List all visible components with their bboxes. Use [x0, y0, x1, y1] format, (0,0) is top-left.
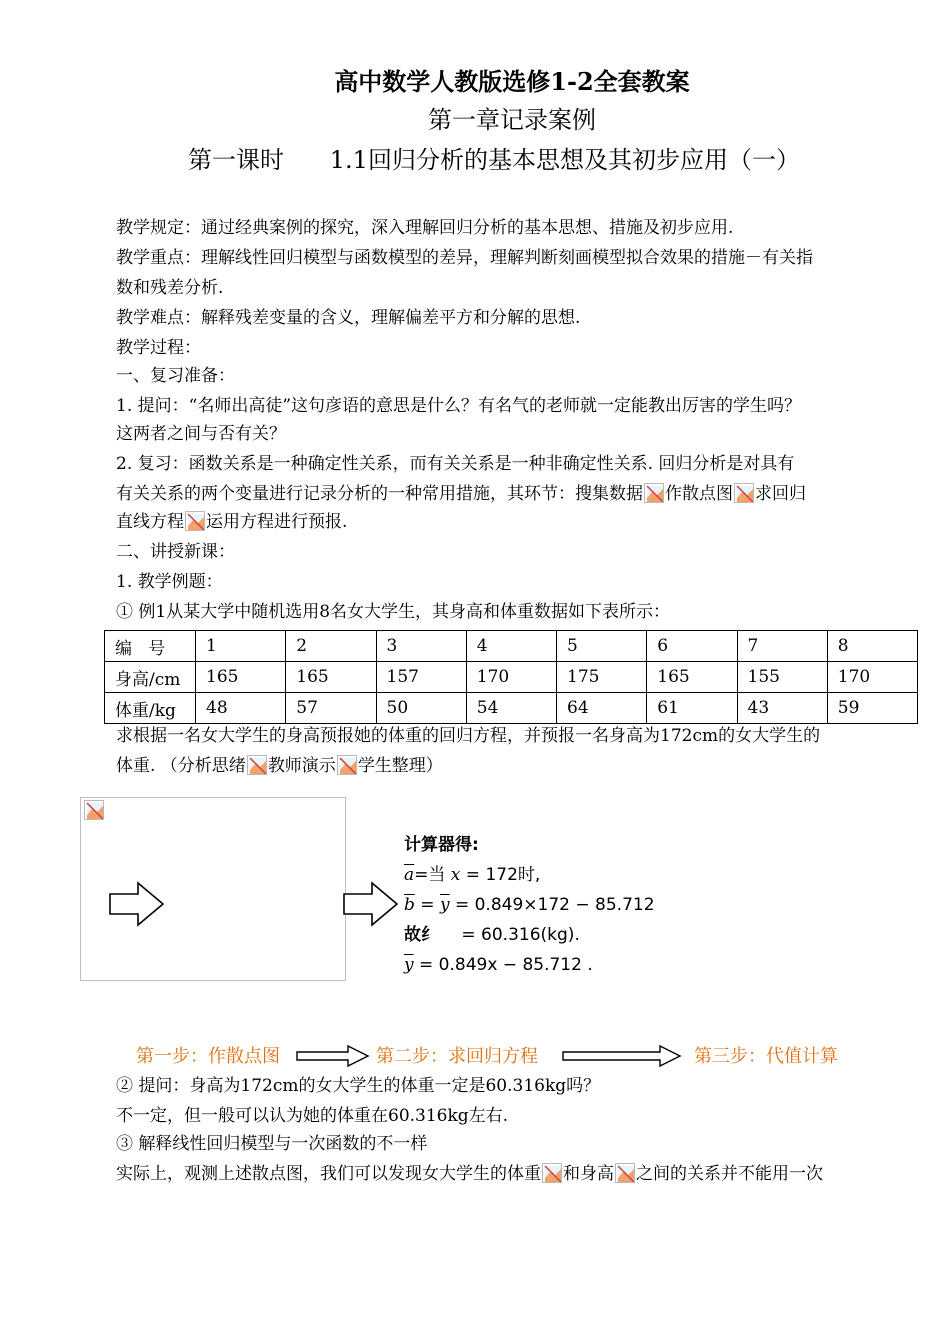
calc-text: = 0.849x − 85.712 . — [419, 955, 593, 975]
table-cell: 165 — [647, 662, 737, 693]
task-text-2: 教师演示 — [267, 756, 336, 776]
arrow-right-icon — [562, 1044, 682, 1068]
broken-image-icon — [734, 483, 754, 503]
review-text-5: 运用方程进行预报. — [206, 512, 348, 532]
table-cell: 54 — [466, 693, 556, 724]
review-text-1: 有关关系的两个变量进行记录分析的一种常用措施，其环节：搜集数据 — [116, 484, 643, 504]
calc-text: 故纟 — [404, 925, 438, 945]
paragraph-answer: 不一定，但一般可以认为她的体重在60.316kg左右. — [116, 1106, 509, 1126]
step-1: 第一步：作散点图 — [136, 1046, 280, 1067]
broken-image-icon — [185, 511, 205, 531]
document-title: 高中数学人教版选修1-2全套教案 — [334, 67, 690, 96]
table-cell: 5 — [557, 631, 647, 662]
paragraph-key-points-cont: 数和残差分析. — [116, 278, 224, 298]
paragraph-key-points: 教学重点：理解线性回归模型与函数模型的差异，理解判断刻画模型拟合效果的措施－有关指 — [116, 248, 813, 268]
table-cell: 43 — [737, 693, 827, 724]
review-text-4: 直线方程 — [116, 512, 184, 532]
table-cell: 57 — [286, 693, 376, 724]
calc-text: = — [420, 895, 435, 915]
calc-line-1 — [404, 860, 655, 890]
table-cell: 体重/kg — [105, 693, 196, 724]
broken-image-icon — [542, 1163, 562, 1183]
calc-b-hat: $\overline{b}$ — [404, 895, 415, 915]
table-cell: 170 — [827, 662, 917, 693]
observe-text-3: 之间的关系并不能用一次 — [636, 1164, 823, 1184]
paragraph-difficulties: 教学难点：解释残差变量的含义，理解偏差平方和分解的思想. — [116, 308, 581, 328]
paragraph-review-cont2 — [116, 510, 347, 534]
calc-line-3 — [404, 920, 655, 950]
paragraph-task: 求根据一名女大学生的身高预报她的体重的回归方程，并预报一名身高为172cm的女大学生的 — [116, 726, 821, 746]
paragraph-question: 1. 提问：“名师出高徒”这句彦语的意思是什么？有名气的老师就一定能教出厉害的学生吗？ — [116, 396, 802, 416]
observe-text-2: 和身高 — [563, 1164, 614, 1184]
calc-text: = 60.316(kg). — [461, 925, 580, 945]
table-cell: 6 — [647, 631, 737, 662]
calc-text: = 172时, — [465, 865, 541, 885]
table-cell: 61 — [647, 693, 737, 724]
paragraph-question-2: ② 提问：身高为172cm的女大学生的体重一定是60.316kg吗？ — [116, 1076, 601, 1096]
paragraph-observe — [116, 1162, 823, 1186]
calculator-result — [404, 830, 655, 980]
calc-x: x — [450, 865, 461, 885]
calc-line-4 — [404, 950, 655, 980]
paragraph-question-cont: 这两者之间与否有关？ — [116, 424, 286, 444]
table-cell: 50 — [376, 693, 466, 724]
calc-line-2 — [404, 890, 655, 920]
table-row — [105, 662, 918, 693]
table-cell: 1 — [196, 631, 286, 662]
arrow-right-icon — [108, 880, 166, 928]
paragraph-task-cont — [116, 754, 443, 778]
arrow-right-icon — [342, 880, 400, 928]
table-cell: 157 — [376, 662, 466, 693]
paragraph-review: 2. 复习：函数关系是一种确定性关系，而有关关系是一种非确定性关系. 回归分析是对具有 — [116, 454, 795, 474]
table-cell: 64 — [557, 693, 647, 724]
task-text-1: 体重. （分析思绪 — [116, 756, 246, 776]
paragraph-process: 教学过程： — [116, 338, 201, 358]
calc-y-hat: $\overline{y}$ — [439, 895, 450, 915]
table-cell: 59 — [827, 693, 917, 724]
table-cell: 48 — [196, 693, 286, 724]
paragraph-review-cont — [116, 482, 806, 506]
arrow-right-icon — [296, 1044, 370, 1068]
table-cell: 身高/cm — [105, 662, 196, 693]
calc-text: =当 — [414, 865, 446, 885]
table-cell: 170 — [466, 662, 556, 693]
table-cell: 3 — [376, 631, 466, 662]
broken-image-icon — [615, 1163, 635, 1183]
table-cell: 155 — [737, 662, 827, 693]
paragraph-explain: ③ 解释线性回归模型与一次函数的不一样 — [116, 1134, 428, 1154]
table-cell: 4 — [466, 631, 556, 662]
calc-text: = 0.849×172 − 85.712 — [454, 895, 655, 915]
chapter-title: 第一章记录案例 — [428, 106, 596, 134]
table-cell: 编 号 — [105, 631, 196, 662]
table-cell: 8 — [827, 631, 917, 662]
paragraph-examples: 1. 教学例题： — [116, 572, 223, 592]
calc-a-hat: $\overline{a}$ — [404, 865, 415, 885]
broken-image-icon — [84, 800, 104, 820]
table-cell: 2 — [286, 631, 376, 662]
data-table — [104, 630, 918, 724]
table-cell: 7 — [737, 631, 827, 662]
table-cell: 175 — [557, 662, 647, 693]
table-row — [105, 631, 918, 662]
review-text-2: 作散点图 — [665, 484, 733, 504]
broken-image-icon — [247, 755, 267, 775]
table-cell: 165 — [286, 662, 376, 693]
table-row — [105, 693, 918, 724]
paragraph-example-1: ① 例1从某大学中随机选用8名女大学生，其身高和体重数据如下表所示： — [116, 602, 671, 622]
section-new-lesson: 二、讲授新课： — [116, 542, 235, 562]
observe-text-1: 实际上，观测上述散点图，我们可以发现女大学生的体重 — [116, 1164, 541, 1184]
broken-image-icon — [644, 483, 664, 503]
table-cell: 165 — [196, 662, 286, 693]
calc-heading: 计算器得: — [404, 835, 479, 855]
broken-image-icon — [337, 755, 357, 775]
step-2: 第二步：求回归方程 — [376, 1046, 538, 1067]
review-text-3: 求回归 — [755, 484, 806, 504]
paragraph-requirements: 教学规定：通过经典案例的探究，深入理解回归分析的基本思想、措施及初步应用. — [116, 218, 734, 238]
step-3: 第三步：代值计算 — [694, 1046, 838, 1067]
section-review: 一、复习准备： — [116, 366, 235, 386]
calc-y-hat: $\overline{y}$ — [404, 955, 414, 975]
lesson-title: 第一课时 1.1回归分析的基本思想及其初步应用（一） — [188, 146, 800, 174]
task-text-3: 学生整理） — [357, 756, 443, 776]
